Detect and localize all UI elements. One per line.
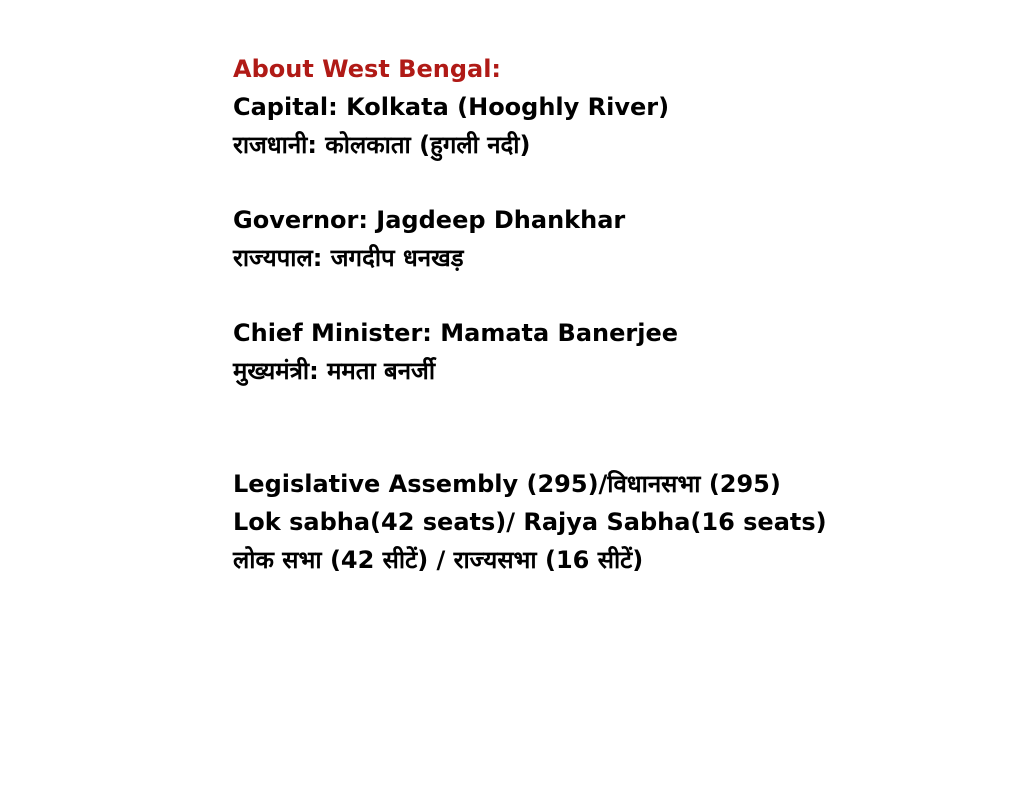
slide-content xyxy=(233,50,1013,579)
spacer xyxy=(233,277,1013,314)
legislative-assembly: Legislative Assembly (295)/विधानसभा (295) xyxy=(233,470,781,498)
chief-minister-hindi: मुख्यमंत्री: ममता बनर्जी xyxy=(233,357,436,385)
governor-english: Governor: Jagdeep Dhankhar xyxy=(233,206,626,234)
parliament-seats-hindi: लोक सभा (42 सीटें) / राज्यसभा (16 सीटें) xyxy=(233,546,644,574)
capital-english: Capital: Kolkata (Hooghly River) xyxy=(233,93,670,121)
chief-minister-english: Chief Minister: Mamata Banerjee xyxy=(233,319,679,347)
slide-heading: About West Bengal: xyxy=(233,55,502,83)
capital-hindi: राजधानी: कोलकाता (हुगली नदी) xyxy=(233,131,531,159)
parliament-seats-english: Lok sabha(42 seats)/ Rajya Sabha(16 seats) xyxy=(233,508,827,536)
governor-hindi: राज्यपाल: जगदीप धनखड़ xyxy=(233,244,464,272)
spacer xyxy=(233,164,1013,201)
spacer xyxy=(233,390,1013,465)
